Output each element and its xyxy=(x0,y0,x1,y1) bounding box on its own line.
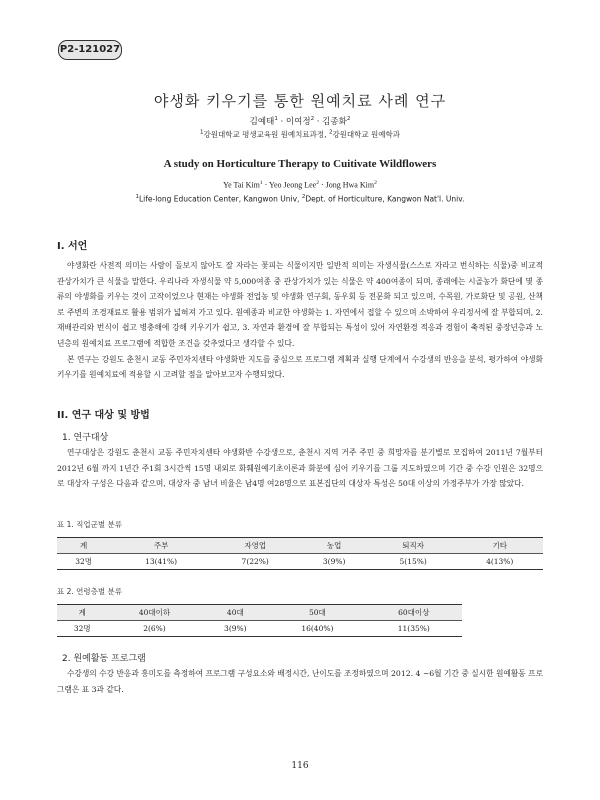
korean-authors: 김예태$^1$ · 이여정$^2$ · 김종화$^2$ xyxy=(249,116,351,127)
author-name: Jong Hwa Kim xyxy=(325,180,375,190)
table-row xyxy=(57,554,543,570)
author-sup: 1 xyxy=(274,116,278,123)
table-cell: 16(40%) xyxy=(301,624,334,633)
author-name: 이여정 xyxy=(285,117,311,127)
subsection-2-heading: 2. 원예활동 프로그램 xyxy=(62,654,146,664)
author-name: Ye Tai Kim xyxy=(223,180,260,190)
table-header-cell: 계 xyxy=(80,541,88,550)
table-cell: 7(22%) xyxy=(241,557,269,566)
section-1-heading: I. 서언 xyxy=(57,241,88,252)
affiliation-sup: 2 xyxy=(328,129,333,136)
table-1-caption: 표 1. 직업군별 분류 xyxy=(57,520,123,529)
table-header-cell: 40대 xyxy=(226,608,244,617)
paper-code-badge: P2-121027 xyxy=(58,40,122,60)
table-header-cell: 주부 xyxy=(153,541,169,550)
table-header-row xyxy=(57,538,543,554)
page-number: 116 xyxy=(291,761,309,771)
subsection-1-heading: 1. 연구대상 xyxy=(62,433,109,443)
affiliation-text: 강원대학교 원예학과 xyxy=(332,130,401,139)
author-sup: 2 xyxy=(310,116,315,123)
table-cell: 3(9%) xyxy=(224,624,247,633)
author-name: 김예태 xyxy=(249,117,275,127)
english-authors: Ye Tai Kim$^1$ · Yeo Jeong Lee$^2$ · Jong Hwa Kim$^2$ xyxy=(223,180,377,190)
subsection-1-body xyxy=(57,445,543,492)
affiliation-sup: 2 xyxy=(301,194,306,200)
table-header-row xyxy=(57,605,462,621)
table-1-occupation xyxy=(57,537,543,570)
section-2-heading: II. 연구 대상 및 방법 xyxy=(57,410,150,421)
table-cell: 2(6%) xyxy=(143,624,166,633)
author-sup: 2 xyxy=(374,180,377,186)
author-sup: 2 xyxy=(316,180,319,186)
table-header-cell: 퇴직자 xyxy=(402,541,425,550)
author-sup: 2 xyxy=(346,116,351,123)
table-cell: 32명 xyxy=(75,557,93,566)
table-cell: 5(15%) xyxy=(399,557,427,566)
table-cell: 32명 xyxy=(73,624,91,633)
author-sup: 1 xyxy=(259,180,263,186)
table-2-age xyxy=(57,604,462,637)
table-header-cell: 자영업 xyxy=(244,541,267,550)
table-cell: 11(35%) xyxy=(397,624,430,633)
section-1-body xyxy=(57,258,543,383)
english-affiliations xyxy=(0,194,600,204)
table-header-cell: 60대이상 xyxy=(398,608,430,617)
paragraph: 수강생의 수강 반응과 흥미도를 측정하여 프로그램 구성요소와 배정시간, 난이도를 조정하였으며 2012. 4 ~6월 기간 중 실시한 원예활동 프로그램은 표 3과 같다. xyxy=(57,669,543,694)
table-row xyxy=(57,621,462,637)
paragraph: 야생화란 사전적 의미는 사람이 돌보지 않아도 잘 자라는 꽃피는 식물이지만 일반적 의미는 자생식물(스스로 자라고 번식하는 식물)중 비교적 관상가치가 큰 식물을 말한다. 우리나라 자생식물 약 5,000여종 중 관상가치가 있는 식물은 약 400여종이 되며, 종래에는 시골농가 화단에 몇 종류의 야생화를 키우는 것이 고작이었으나 현재는 야생화 전업농 및 야생화 연구회, 동우회 등 전문화 되고 있으며, 수목원, 가로화단 및 공원, 산책로 주변의 조경재료로 활용 범위가 넓혀져 가고 있다. 원예종과 비교한 야생화는 1. 자연에서 접할 수 있으며 소박하여 우리정서에 잘 부합되며, 2. 재배관리와 번식이 쉽고 병충해에 강해 키우기가 쉽고, 3. 자연과 환경에 잘 부합되는 특성이 있어 자연환경 적응과 경험이 축적된 중장년층과 노년층의 원예치료 프로그램에 적합한 조건을 갖추었다고 생각할 수 있다. xyxy=(57,261,543,348)
korean-affiliations xyxy=(0,129,600,140)
table-cell: 4(13%) xyxy=(486,557,514,566)
table-cell: 13(41%) xyxy=(145,557,178,566)
table-cell: 3(9%) xyxy=(322,557,346,566)
affiliation-sup: 1 xyxy=(199,129,204,136)
affiliation-text: Life-long Education Center, Kangwon Univ, xyxy=(139,194,302,204)
english-title: A study on Horticulture Therapy to Cuitivate Wildflowers xyxy=(163,158,437,170)
korean-title: 야생화 키우기를 통한 원예치료 사례 연구 xyxy=(153,92,447,110)
table-header-cell: 계 xyxy=(78,608,86,617)
author-name: 김종화 xyxy=(322,117,347,127)
affiliation-text: Dept. of Horticulture, Kangwon Nat'l. Univ. xyxy=(305,194,465,204)
table-2-caption: 표 2. 연령층별 분류 xyxy=(57,587,123,596)
paragraph: 본 연구는 강원도 춘천시 교동 주민자치센타 야생화반 지도를 중심으로 프로그램 계획과 실행 단계에서 수강생의 반응을 분석, 평가하여 야생화 키우기를 원예치료에 적용할 시 고려할 점을 알아보고자 수행되었다. xyxy=(57,354,543,380)
author-name: Yeo Jeong Lee xyxy=(269,180,317,190)
paragraph: 연구대상은 강원도 춘천시 교동 주민자치센타 야생화반 수강생으로, 춘천시 지역 거주 주민 중 희망자를 분기별로 모집하여 2011년 7월부터 2012년 6월 까지 1년간 주1회 3시간씩 15명 내외로 화훼원예기초이론과 화분에 심어 키우기를 그룹 지도하였으며 기간 중 수강 인원은 32명으로 대상자 구성은 다음과 같으며, 대상자 중 남녀 비율은 남4명 여28명으로 표본집단의 대상자 특성은 50대 이상의 가정주부가 가장 많았다. xyxy=(57,448,543,489)
affiliation-text: 강원대학교 평생교육원 원예치료과정, xyxy=(203,130,329,139)
subsection-2-body xyxy=(57,666,543,697)
table-header-cell: 40대이하 xyxy=(138,608,171,617)
affiliation-sup: 1 xyxy=(135,194,139,200)
table-header-cell: 50대 xyxy=(308,608,326,617)
table-header-cell: 농업 xyxy=(326,541,342,550)
table-header-cell: 기타 xyxy=(492,541,507,550)
